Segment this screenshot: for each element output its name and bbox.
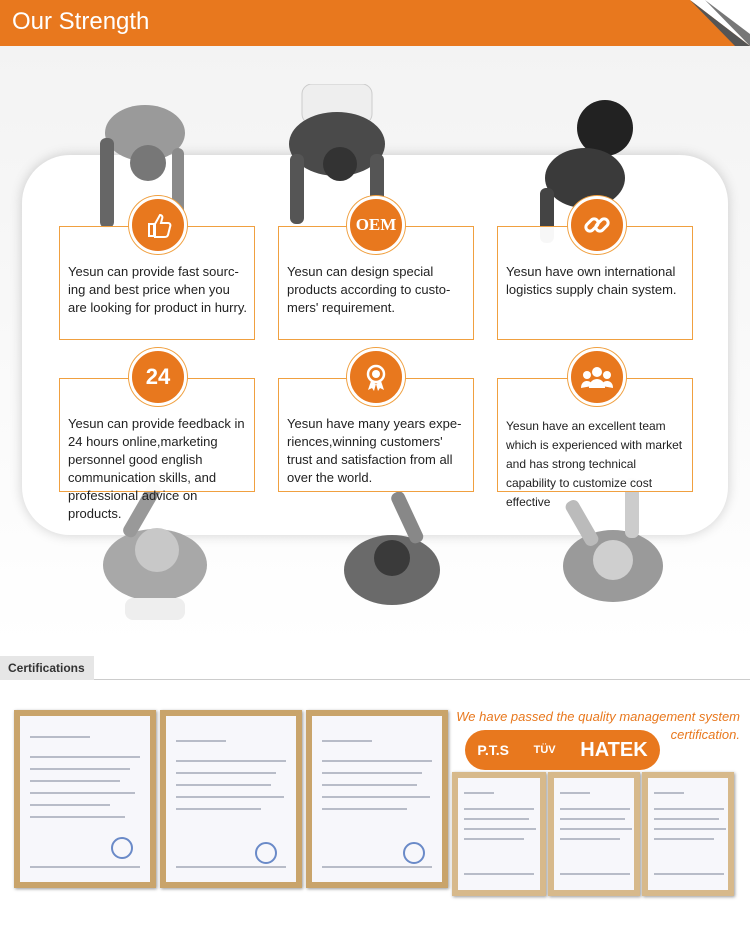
corner-fold-icon: [690, 0, 750, 46]
person-illustration: [340, 490, 445, 620]
certificate-document: [458, 778, 540, 890]
card-text: Yesun can provide fast sourc-ing and best price when you are looking for product in hurry.: [68, 264, 247, 315]
certificate-document: [312, 716, 442, 882]
card-text: Yesun can provide feedback in 24 hours online,marketing personnel good english communication skills, and professional advice on products.: [68, 416, 245, 521]
stamp-icon: [402, 841, 426, 865]
card-text: Yesun can design special products according to custo-mers' requirement.: [287, 264, 451, 315]
certificate-frame: [160, 710, 302, 888]
card-text: Yesun have an excellent team which is experienced with market and has strong technical capability to customize cost effective: [506, 419, 683, 509]
certificate-frame: [14, 710, 156, 888]
certificate-frame: [452, 772, 546, 896]
card-text: Yesun have own international logistics supply chain system.: [506, 264, 677, 297]
certificate-document: [166, 716, 296, 882]
pts-logo: P.T.S: [477, 742, 509, 758]
section-title: Our Strength: [12, 8, 150, 35]
certificate-frame: [306, 710, 448, 888]
certifications-bar: [0, 656, 750, 680]
24-hours-icon: [129, 348, 187, 406]
oem-icon: [347, 196, 405, 254]
certification-logos: [465, 730, 660, 770]
tuv-logo: TÜV: [533, 744, 556, 756]
stamp-icon: [254, 841, 278, 865]
certifications-label: Certifications: [0, 656, 94, 680]
certificate-frame: [548, 772, 640, 896]
badge-text: OEM: [355, 215, 397, 234]
certificate-frame: [642, 772, 734, 896]
card-text: Yesun have many years expe-riences,winning customers' trust and satisfaction from all over the world.: [287, 416, 462, 485]
certificate-document: [554, 778, 634, 890]
section-header: [0, 0, 750, 46]
quality-certification-text: We have passed the quality management system certification.: [456, 709, 740, 742]
certificate-document: [648, 778, 728, 890]
team-icon: [568, 348, 626, 406]
hatek-logo: HATEK: [580, 738, 648, 761]
stamp-icon: [110, 836, 134, 860]
badge-text: 24: [145, 364, 171, 389]
award-ribbon-icon: [347, 348, 405, 406]
thumb-up-icon: [129, 196, 187, 254]
chain-link-icon: [568, 196, 626, 254]
certificate-document: [20, 716, 150, 882]
